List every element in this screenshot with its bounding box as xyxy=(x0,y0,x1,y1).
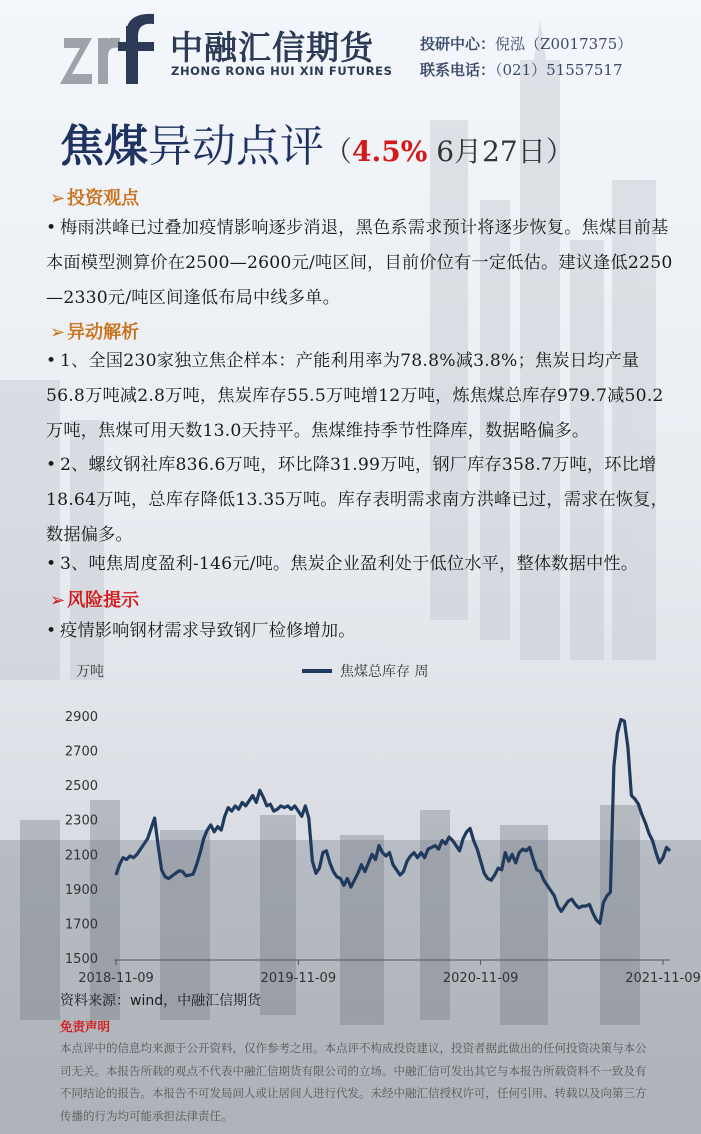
y-tick-label: 2100 xyxy=(64,848,98,864)
research-label: 投研中心： xyxy=(420,35,496,53)
data-source: 资料来源：wind，中融汇信期货 xyxy=(60,993,262,1009)
analysis-item-2: • 2、螺纹钢社库836.6万吨，环比降31.99万吨，钢厂库存358.7万吨，环比增18.64万吨，总库存降低13.35万吨。库存表明需求南方洪峰已过，需求在恢复，数据偏多。 xyxy=(46,448,678,553)
company-name-en: ZHONG RONG HUI XIN FUTURES xyxy=(171,64,393,78)
phone-value: （021）51557517 xyxy=(495,61,623,79)
y-tick-label: 1700 xyxy=(64,917,98,933)
bullet-icon: • xyxy=(46,455,57,475)
series-line-coking-coal-inventory xyxy=(116,720,670,924)
research-contact xyxy=(420,33,632,54)
page-title xyxy=(60,110,574,174)
y-tick-label: 1900 xyxy=(64,882,98,898)
legend-label: 焦煤总库存 周 xyxy=(340,664,429,680)
y-tick-label: 2900 xyxy=(64,710,98,725)
bullet-icon: • xyxy=(46,621,57,641)
analysis-item-1: • 1、全国230家独立焦企样本：产能利用率为78.8%减3.8%；焦炭日均产量56.8万吨减2.8万吨，焦炭库存55.5万吨增12万吨，炼焦煤总库存979.7减50.2万吨，焦煤可用天数13.0天持平。焦煤维持季节性降库，数据略偏多。 xyxy=(46,344,678,449)
risk-paragraph: • 疫情影响钢材需求导致钢厂检修增加。 xyxy=(46,614,678,649)
title-date: 6月27日） xyxy=(427,135,574,168)
x-tick-label: 2019-11-09 xyxy=(260,971,337,986)
view-paragraph: • 梅雨洪峰已过叠加疫情影响逐步消退，黑色系需求预计将逐步恢复。焦煤目前基本面模型测算价在2500—2600元/吨区间，目前价位有一定低估。建议逢低2250—2330元/吨区间逢低布局中线多单。 xyxy=(46,211,678,316)
analysis-item-3: • 3、吨焦周度盈利-146元/吨。焦炭企业盈利处于低位水平，整体数据中性。 xyxy=(46,547,678,582)
x-tick-label: 2018-11-09 xyxy=(78,971,154,986)
section-analysis-heading: ➢ 异动解析 xyxy=(50,322,140,343)
arrow-icon: ➢ xyxy=(50,590,66,611)
x-tick-label: 2020-11-09 xyxy=(442,971,519,986)
title-percent: 4.5% xyxy=(352,135,428,168)
bullet-icon: • xyxy=(46,218,57,238)
title-main: 焦煤 xyxy=(60,121,148,172)
y-tick-label: 2500 xyxy=(64,779,98,795)
company-logo-icon xyxy=(62,12,158,84)
phone-label: 联系电话： xyxy=(420,61,496,79)
research-value: 倪泓（Z0017375） xyxy=(495,35,633,53)
arrow-icon: ➢ xyxy=(50,188,66,209)
arrow-icon: ➢ xyxy=(50,322,66,343)
title-paren: （ xyxy=(324,135,353,168)
section-risk-heading: ➢ 风险提示 xyxy=(50,590,140,611)
section-view-heading: ➢ 投资观点 xyxy=(50,188,140,209)
company-name-cn: 中融汇信期货 xyxy=(170,28,374,67)
disclaimer-title: 免责声明 xyxy=(60,1019,111,1034)
coking-coal-inventory-chart xyxy=(50,650,701,990)
bullet-icon: • xyxy=(46,351,57,371)
y-tick-label: 1500 xyxy=(64,952,98,967)
y-tick-label: 2700 xyxy=(64,744,98,760)
title-sub: 异动点评 xyxy=(148,121,324,172)
disclaimer-text: 本点评中的信息均来源于公开资料，仅作参考之用。本点评不构成投资建议，投资者据此做出的任何投资决策与本公司无关。本报告所载的观点不代表中融汇信期货有限公司的立场。中融汇信可发出其它与本报告所载资料不一致及有不同结论的报告。本报告不可发局间人或让居间人进行代发。未经中融汇信授权许可，任何引用、转载以及向第三方传播的行为均可能承担法律责任。 xyxy=(60,1041,647,1123)
y-axis-unit-label: 万吨 xyxy=(76,664,104,680)
phone-contact xyxy=(420,59,623,80)
y-tick-label: 2300 xyxy=(64,813,98,829)
x-tick-label: 2021-11-09 xyxy=(625,971,701,986)
bullet-icon: • xyxy=(46,554,57,574)
